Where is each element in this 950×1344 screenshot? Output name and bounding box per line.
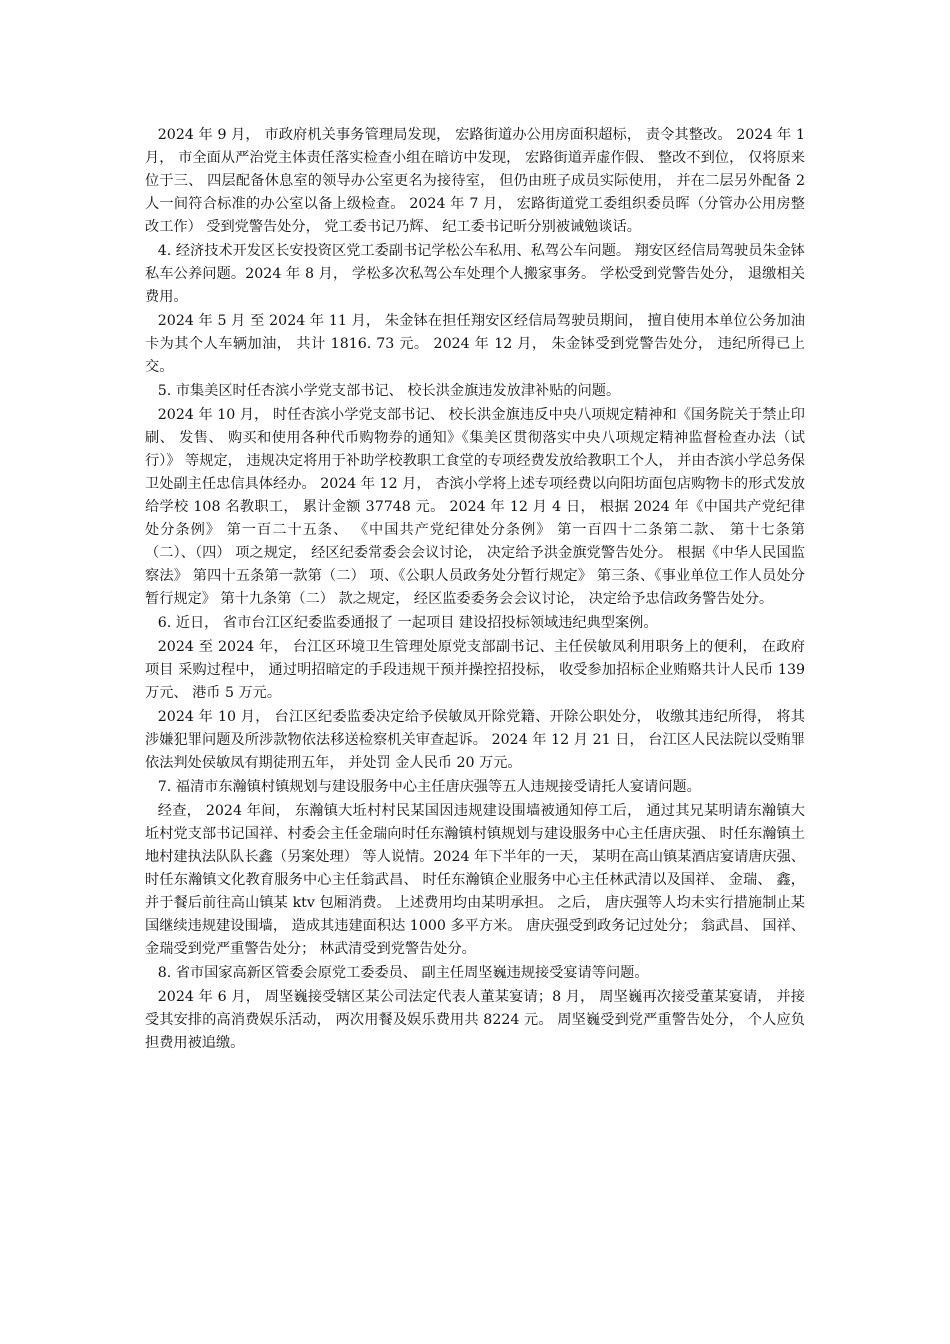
case-heading-7: 7. 福清市东瀚镇村镇规划与建设服务中心主任唐庆强等五人违规接受请托人宴请问题。 <box>157 779 701 795</box>
paragraph-tang-qingqiang: 经查， 2024 年间， 东瀚镇大坵村村民某国因违规建设围墙被通知停工后， 通过其兄某明请东瀚镇大坵村党支部书记国祥、村委会主任金瑞向时任东瀚镇村镇规划与建设服务中心主任唐庆强、 时任东瀚镇土地村建执法队队长鑫（另案处理） 等人说情。2024 年下半年的一天， 某明在高山镇某酒店宴请唐庆强、 时任东瀚镇文化教育服务中心主任翁武昌、 时任东瀚镇企业服务中心主任林武清以及国祥、 金瑞、 鑫， 并于餐后前往高山镇某 ktv 包厢消费。 上述费用均由某明承担。 之后， 唐庆强等人均未实行措施制止某国继续违规建设围墙， 造成其违建面积达 1000 多平方米。 唐庆强受到政务记过处分； 翁武昌、 国祥、 金瑞受到党严重警告处分； 林武清受到党警告处分。 <box>145 803 805 957</box>
case-heading-4: 4. 经济技术开发区长安投资区党工委副书记学松公车私用、私驾公车问题。 翔安区经信局驾驶员朱金钵私车公养问题。2024 年 8 月， 学松多次私驾公车处理个人搬家事务。 学松受到党警告处分， 退缴相关费用。 <box>145 243 805 305</box>
paragraph-zhu-jinbo: 2024 年 5 月 至 2024 年 11 月， 朱金钵在担任翔安区经信局驾驶员期间， 擅自使用本单位公务加油卡为其个人车辆加油， 共计 1816. 73 元。 2024 年 12 月， 朱金钵受到党警告处分， 违纪所得已上交。 <box>145 313 805 375</box>
paragraph-zhou-jianwei: 2024 年 6 月， 周坚巍接受辖区某公司法定代表人董某宴请；8 月， 周坚巍再次接受董某宴请， 并接受其安排的高消费娱乐活动， 两次用餐及娱乐费用共 8224 元。 周坚巍受到党严重警告处分， 个人应负担费用被追缴。 <box>145 989 805 1051</box>
case-heading-8: 8. 省市国家高新区管委会原党工委委员、 副主任周坚巍违规接受宴请等问题。 <box>157 965 649 981</box>
paragraph-hou-minfeng-bribery: 2024 至 2024 年， 台江区环境卫生管理处原党支部副书记、主任侯敏凤利用职务上的便利， 在政府项目 采购过程中， 通过明招暗定的手段违规干预并操控招投标， 收受参加招标企业贿赂共计人民币 139 万元、 港币 5 万元。 <box>145 639 805 701</box>
paragraph-hongluo-office-space: 2024 年 9 月， 市政府机关事务管理局发现， 宏路街道办公用房面积超标， 责令其整改。 2024 年 1 月， 市全面从严治党主体责任落实检查小组在暗访中发现， 宏路街道弄虚作假、 整改不到位， 仅将原来位于三、 四层配备休息室的领导办公室更名为接待室， 但仍由班子成员实际使用， 并在二层另外配备 2 人一间符合标准的办公室以备上级检查。 2024 年 7 月， 宏路街道党工委组织委员晖（分管办公用房整改工作） 受到党警告处分， 党工委书记乃辉、 纪工委书记昕分别被诫勉谈话。 <box>145 127 805 235</box>
paragraph-hong-jinqi: 2024 年 10 月， 时任杏滨小学党支部书记、 校长洪金旗违反中央八项规定精神和《国务院关于禁止印刷、 发售、 购买和使用各种代币购物券的通知》《集美区贯彻落实中央八项规定精神监督检查办法（试行）》 等规定， 违规决定将用于补助学校教职工食堂的专项经费发放给教职工个人， 并由杏滨小学总务保卫处副主任忠信具体经办。 2024 年 12 月， 杏滨小学将上述专项经费以向阳坊面包店购物卡的形式发放给学校 108 名教职工， 累计金额 37748 元。 2024 年 12 月 4 日， 根据 2024 年《中国共产党纪律处分条例》 第一百二十五条、 《中国共产党纪律处分条例》 第一百四十二条第二款、 第十七条第（二）、（四） 项之规定， 经区纪委常委会会议讨论， 决定给予洪金旗党警告处分。 根据《中华人民国监察法》 第四十五条第一款第（二） 项、《公职人员政务处分暂行规定》 第三条、《事业单位工作人员处分暂行规定》 第十九条第（二） 款之规定， 经区监委委务会会议讨论， 决定给予忠信政务警告处分。 <box>145 407 805 607</box>
case-heading-6: 6. 近日， 省市台江区纪委监委通报了 一起项目 建设招投标领域违纪典型案例。 <box>157 615 658 631</box>
paragraph-hou-minfeng-sentence: 2024 年 10 月， 台江区纪委监委决定给予侯敏凤开除党籍、开除公职处分， 收缴其违纪所得， 将其涉嫌犯罪问题及所涉款物依法移送检察机关审查起诉。 2024 年 12 月 21 日， 台江区人民法院以受贿罪依法判处侯敏凤有期徒刑五年， 并处罚 金人民币 20 万元。 <box>145 709 805 771</box>
case-heading-5: 5. 市集美区时任杏滨小学党支部书记、 校长洪金旗违发放津补贴的问题。 <box>157 383 621 399</box>
document-body <box>145 124 805 1056</box>
